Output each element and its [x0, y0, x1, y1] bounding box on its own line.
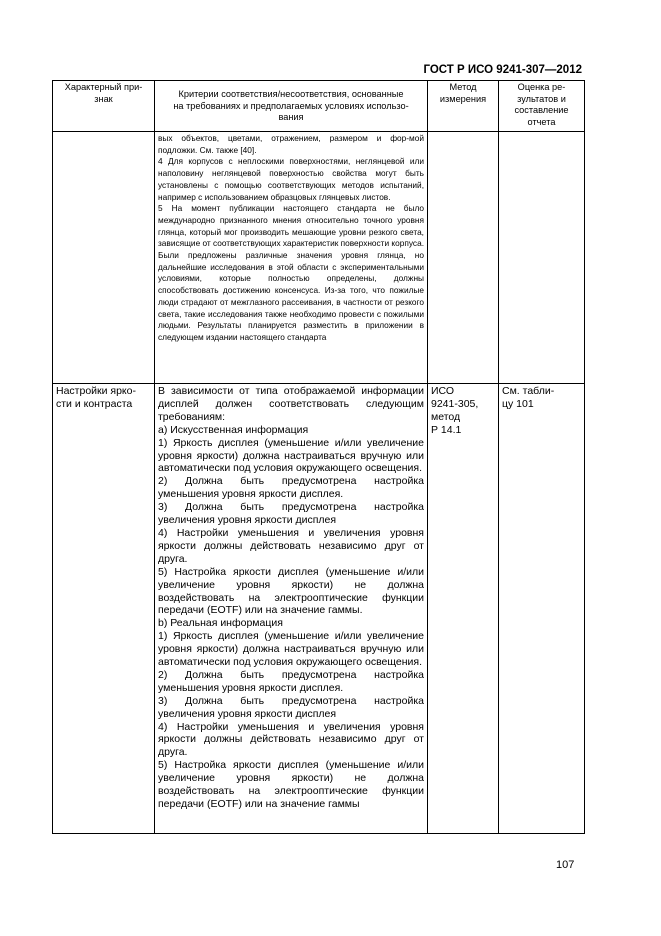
notes-cell — [155, 132, 428, 384]
column-header-method — [428, 81, 499, 132]
evaluation-cell — [499, 384, 585, 834]
method-text: ИСО 9241-305, метод Р 14.1 — [431, 385, 479, 436]
method-cell — [428, 384, 499, 834]
criteria-item: a) Искусственная информация — [158, 423, 309, 436]
method-cell-continued — [428, 132, 499, 384]
note-4: 4 Для корпусов с неплоскими поверхностями, неглянцевой или наполовину неглянцевой поверхностью свойства могут быть установлены с помощью соответствующих методов испытаний, например с использованием образцовых глянцевых листов. — [158, 156, 424, 202]
criteria-item: 3) Должна быть предусмотрена настройка увеличения уровня яркости дисплея — [158, 694, 424, 720]
criteria-item: 4) Настройки уменьшения и увеличения уровня яркости должны действовать независимо друг от друга. — [158, 526, 424, 565]
feature-cell — [53, 384, 155, 834]
requirements-table — [52, 80, 585, 834]
criteria-intro: В зависимости от типа отображаемой информации дисплей должен соответствовать следующим требованиям: — [158, 385, 424, 423]
note-5: 5 На момент публикации настоящего стандарта не было международно признанного мнения относительно точного уровня глянца, который мог производить мешающие уровни резкого света, зависящие от соответствующих характеристик поверхности корпуса. Были предложены различные значения уровня глянца, но дальнейшие исследования в этой области с экспериментальными условиями, которые полностью определены, должны способствовать достижению консенсуса. Из-за того, что пожилые люди страдают от межглазного рассеивания, в частности от резкого света, такие исследования также необходимо провести с пожилыми людьми. Результаты планируется разместить в приложении в следующем издании настоящего стандарта — [158, 203, 424, 342]
note-continuation: вых объектов, цветами, отражением, размером и фор-мой подложки. См. также [40]. — [158, 133, 424, 155]
column-header-evaluation — [499, 81, 585, 132]
criteria-item: 2) Должна быть предусмотрена настройка уменьшения уровня яркости дисплея. — [158, 668, 424, 694]
criteria-item: 1) Яркость дисплея (уменьшение и/или увеличение уровня яркости) должна настраиваться вручную или автоматически под условия окружающего освещения. — [158, 436, 424, 475]
feature-cell-continued — [53, 132, 155, 384]
document-code: ГОСТ Р ИСО 9241-307—2012 — [423, 64, 582, 76]
feature-text: Настройки ярко- сти и контраста — [56, 385, 136, 410]
column-header-method-text: Метод измерения — [439, 82, 487, 104]
column-header-criteria-text: Критерии соответствия/несоответствия, основанные на требованиях и предполагаемых условиях использо- вания — [173, 89, 409, 123]
table-row — [53, 132, 585, 384]
criteria-item: 2) Должна быть предусмотрена настройка уменьшения уровня яркости дисплея. — [158, 475, 424, 501]
criteria-item: 4) Настройки уменьшения и увеличения уровня яркости должны действовать независимо друг от друга. — [158, 720, 424, 759]
criteria-item: 5) Настройка яркости дисплея (уменьшение и/или увеличение уровня яркости) не должна воздействовать на электрооптические функции передачи (EOTF) или на значение гаммы — [158, 759, 424, 810]
criteria-item: b) Реальная информация — [158, 617, 283, 630]
criteria-item: 5) Настройка яркости дисплея (уменьшение и/или увеличение уровня яркости) не должна воздействовать на электрооптические функции передачи (EOTF) или на значение гаммы. — [158, 565, 424, 617]
column-header-feature-text: Характерный при- знак — [64, 82, 143, 104]
criteria-item: 3) Должна быть предусмотрена настройка увеличения уровня яркости дисплея — [158, 501, 424, 527]
table-header — [53, 81, 585, 132]
evaluation-text: См. табли- цу 101 — [502, 385, 555, 410]
page-number: 107 — [556, 859, 575, 871]
column-header-evaluation-text: Оценка ре- зультатов и составление отчета — [514, 82, 569, 127]
criteria-item: 1) Яркость дисплея (уменьшение и/или увеличение уровня яркости) должна настраиваться вручную или автоматически под условия окружающего освещения. — [158, 630, 424, 669]
table-row — [53, 384, 585, 834]
column-header-feature — [53, 81, 155, 132]
evaluation-cell-continued — [499, 132, 585, 384]
criteria-cell — [155, 384, 428, 834]
column-header-criteria — [155, 81, 428, 132]
